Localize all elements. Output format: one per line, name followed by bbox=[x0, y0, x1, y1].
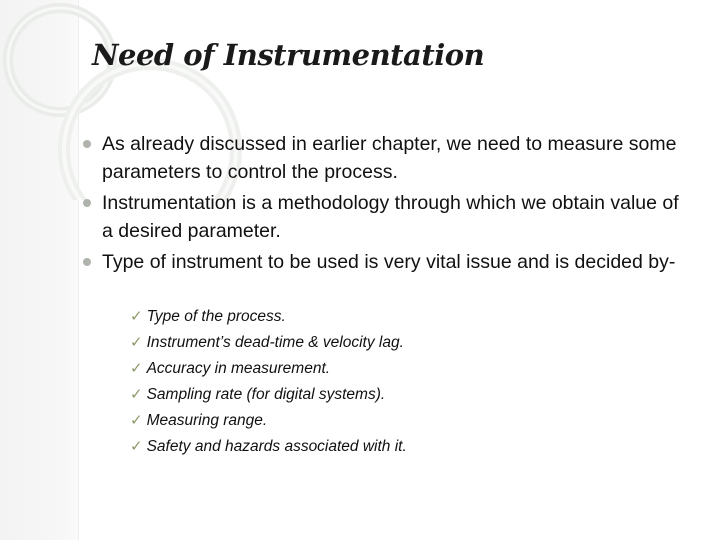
checkmark-icon: ✓ bbox=[130, 308, 143, 325]
bullet-text: Type of instrument to be used is very vital issue and is decided by- bbox=[102, 251, 676, 273]
sub-item-text: Safety and hazards associated with it. bbox=[146, 438, 407, 455]
sub-item-text: Measuring range. bbox=[146, 412, 268, 429]
bullet-text: As already discussed in earlier chapter, we need to measure some parameters to control the process. bbox=[102, 133, 677, 183]
bullet-item bbox=[82, 248, 682, 276]
bullet-item bbox=[82, 189, 682, 245]
sub-item-text: Accuracy in measurement. bbox=[146, 360, 331, 377]
sub-item-text: Sampling rate (for digital systems). bbox=[146, 386, 386, 403]
checkmark-icon: ✓ bbox=[130, 334, 143, 351]
sub-item-text: Instrument’s dead-time & velocity lag. bbox=[146, 334, 404, 351]
bullet-dot-icon bbox=[83, 140, 91, 148]
checkmark-icon: ✓ bbox=[130, 438, 143, 455]
sub-item bbox=[130, 382, 650, 408]
sub-item bbox=[130, 408, 650, 434]
bullet-item bbox=[82, 130, 682, 186]
sub-item bbox=[130, 330, 650, 356]
checkmark-icon: ✓ bbox=[130, 386, 143, 403]
sub-criteria-list bbox=[130, 304, 650, 460]
sub-item bbox=[130, 356, 650, 382]
bullet-dot-icon bbox=[83, 199, 91, 207]
bullet-dot-icon bbox=[83, 258, 91, 266]
checkmark-icon: ✓ bbox=[130, 412, 143, 429]
bullet-list bbox=[82, 130, 682, 279]
slide-title: Need of Instrumentation bbox=[92, 38, 485, 72]
bullet-text: Instrumentation is a methodology through which we obtain value of a desired parameter. bbox=[102, 192, 679, 242]
checkmark-icon: ✓ bbox=[130, 360, 143, 377]
sub-item bbox=[130, 304, 650, 330]
sub-item-text: Type of the process. bbox=[146, 308, 286, 325]
sub-item bbox=[130, 434, 650, 460]
